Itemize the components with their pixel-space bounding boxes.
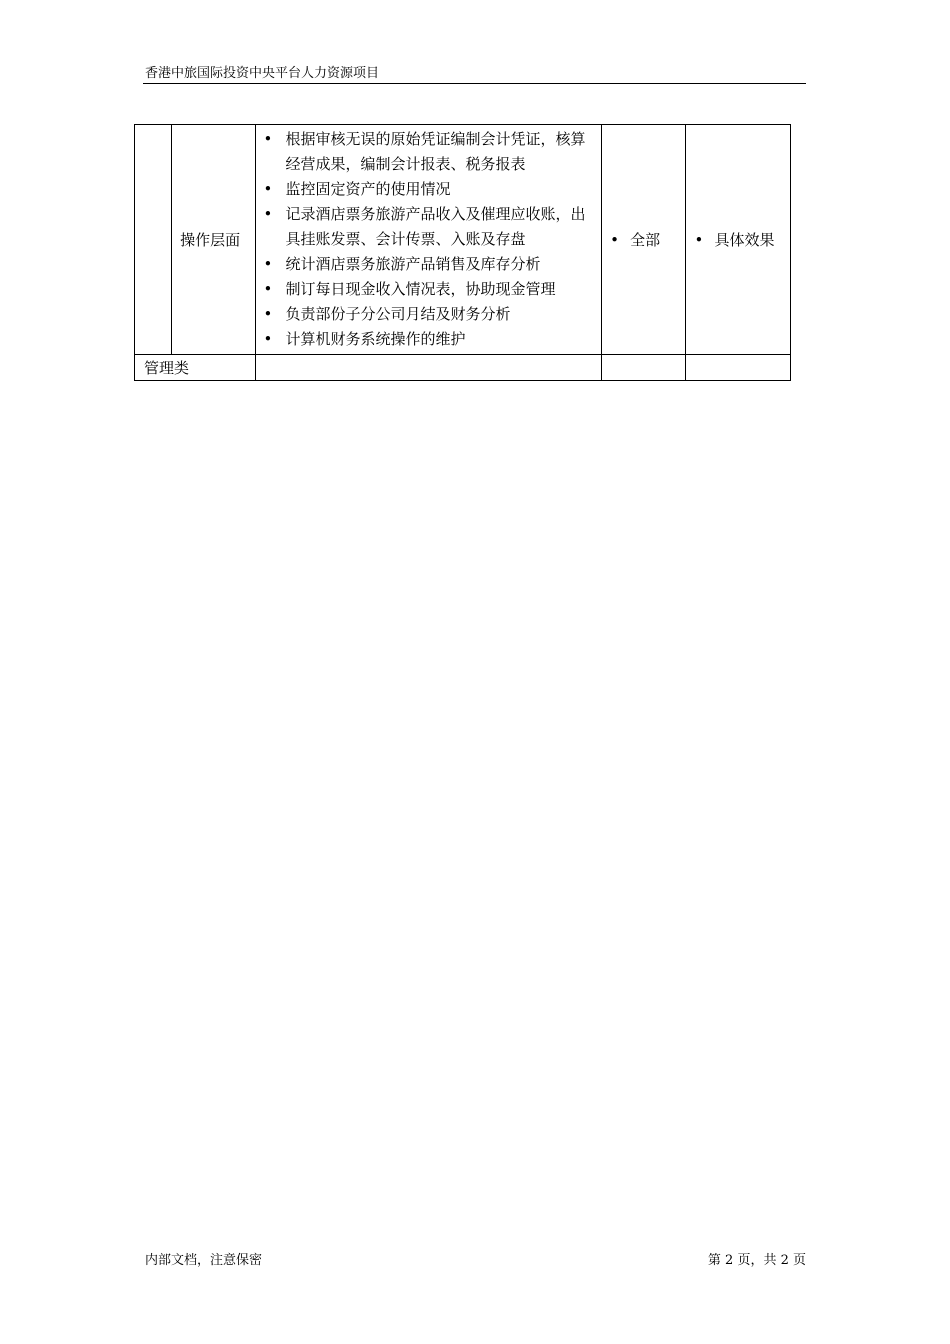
bullet-icon: • [263, 180, 273, 198]
duty-text: 负责部份子分公司月结及财务分析 [285, 305, 511, 323]
bullet-icon: • [263, 255, 273, 273]
bullet-icon: • [694, 230, 704, 249]
table-row-management [135, 355, 791, 381]
bullet-icon: • [263, 205, 273, 223]
level-cell [172, 125, 255, 355]
empty-cell [255, 355, 602, 381]
evaluation-text: 具体效果 [714, 230, 775, 249]
list-item [264, 277, 596, 302]
list-item [264, 127, 596, 177]
scope-cell [602, 125, 686, 355]
empty-cell [686, 355, 791, 381]
duty-text: 制订每日现金收入情况表，协助现金管理 [285, 280, 556, 298]
duty-text: 计算机财务系统操作的维护 [285, 330, 466, 348]
level-label: 操作层面 [180, 230, 241, 249]
duty-table [134, 124, 791, 381]
list-item [264, 252, 596, 277]
footer-page-number: 第 2 页，共 2 页 [707, 1253, 806, 1268]
list-item [264, 327, 596, 352]
table-row-operational [135, 125, 791, 355]
list-item [264, 202, 596, 252]
duty-text: 记录酒店票务旅游产品收入及催理应收账，出具挂账发票、会计传票、入账及存盘 [285, 205, 586, 248]
empty-cell [602, 355, 686, 381]
evaluation-cell [686, 125, 791, 355]
category-cell-empty [135, 125, 172, 355]
management-category-cell [135, 355, 256, 381]
duty-list [256, 125, 602, 354]
bullet-icon: • [610, 230, 619, 249]
bullet-icon: • [263, 305, 273, 323]
page-header-title: 香港中旅国际投资中央平台人力资源项目 [145, 66, 380, 81]
bullet-icon: • [263, 330, 273, 348]
management-label: 管理类 [144, 358, 190, 377]
scope-text: 全部 [630, 230, 661, 249]
duty-text: 监控固定资产的使用情况 [285, 180, 451, 198]
bullet-icon: • [263, 280, 273, 298]
duty-text: 根据审核无误的原始凭证编制会计凭证，核算经营成果，编制会计报表、税务报表 [285, 130, 586, 173]
header-divider [143, 83, 806, 84]
duty-text: 统计酒店票务旅游产品销售及库存分析 [285, 255, 541, 273]
footer-confidential-note: 内部文档，注意保密 [145, 1253, 263, 1268]
list-item [264, 302, 596, 327]
list-item [264, 177, 596, 202]
bullet-icon: • [263, 130, 273, 148]
duties-cell [255, 125, 602, 355]
